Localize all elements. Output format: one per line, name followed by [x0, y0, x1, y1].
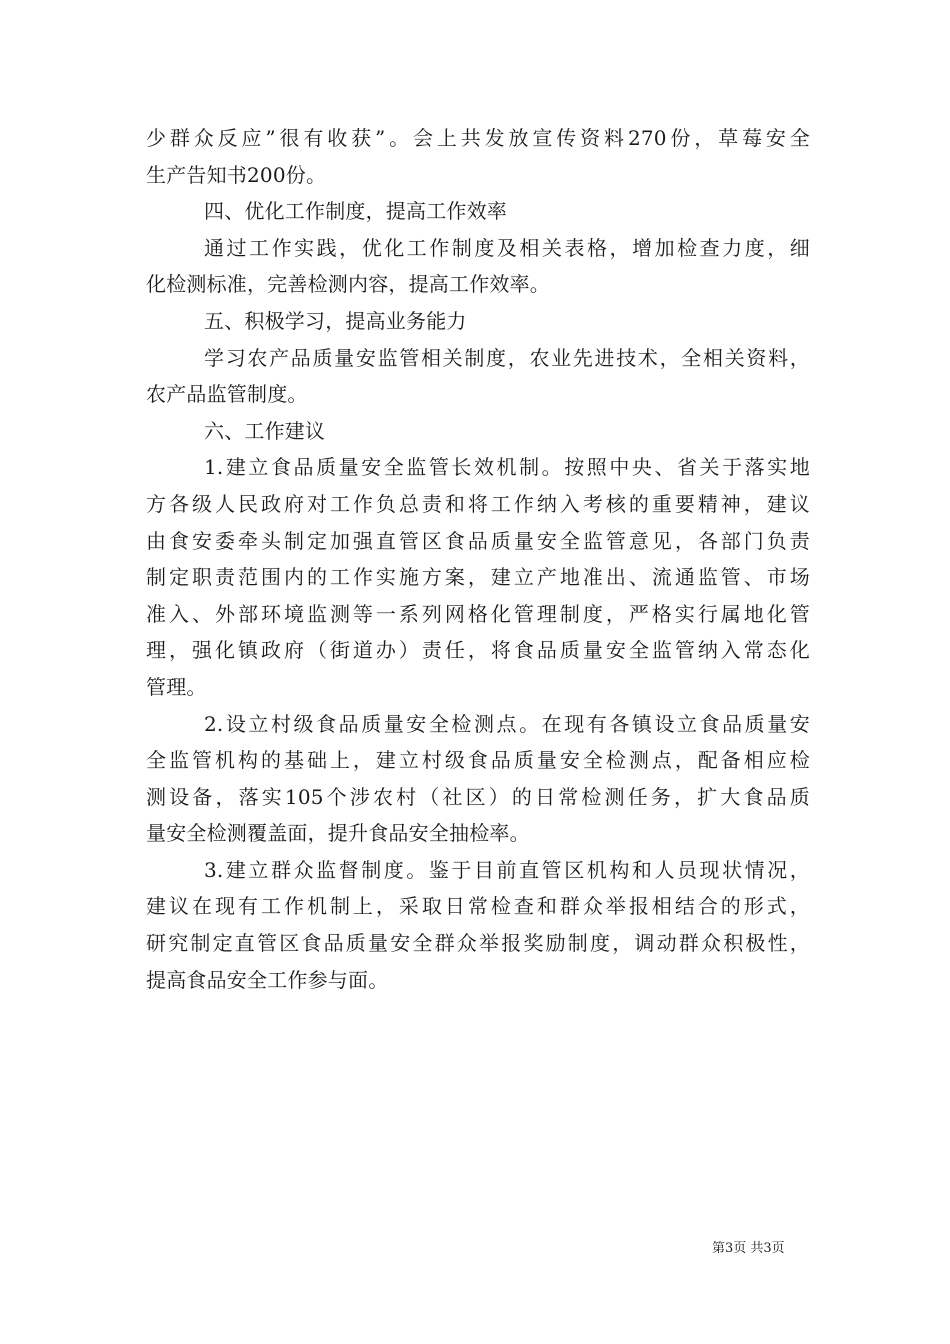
text-line: 管理。	[146, 674, 207, 699]
text-line: 量安全检测覆盖面，提升食品安全抽检率。	[146, 821, 530, 846]
text-line: 五、积极学习，提高业务能力	[204, 308, 467, 333]
text-line: 理，强化镇政府（街道办）责任，将食品质量安全监管纳入常态化	[146, 638, 810, 663]
text-line: 六、工作建议	[204, 418, 326, 443]
text-line: 生产告知书200份。	[146, 162, 327, 187]
text-line: 通过工作实践，优化工作制度及相关表格，增加检查力度，细	[204, 235, 810, 260]
text-line: 建议在现有工作机制上，采取日常检查和群众举报相结合的形式，	[146, 894, 810, 919]
text-line: 3.建立群众监督制度。鉴于目前直管区机构和人员现状情况，	[204, 857, 810, 882]
document-body	[146, 120, 810, 998]
text-line: 学习农产品质量安监管相关制度，农业先进技术，全相关资料，	[204, 345, 810, 370]
text-line: 2.设立村级食品质量安全检测点。在现有各镇设立食品质量安	[204, 711, 810, 736]
text-line: 少群众反应”很有收获”。会上共发放宣传资料270份，草莓安全	[146, 126, 810, 150]
page-number: 第3页 共3页	[712, 1241, 785, 1256]
text-line: 研究制定直管区食品质量安全群众举报奖励制度，调动群众积极性，	[146, 931, 810, 956]
text-line: 全监管机构的基础上，建立村级食品质量安全检测点，配备相应检	[146, 748, 810, 773]
text-line: 化检测标准，完善检测内容，提高工作效率。	[146, 272, 550, 297]
text-line: 农产品监管制度。	[146, 382, 308, 407]
text-line: 测设备，落实105个涉农村（社区）的日常检测任务，扩大食品质	[146, 784, 810, 809]
text-line: 制定职责范围内的工作实施方案，建立产地准出、流通监管、市场	[146, 565, 810, 590]
text-line: 提高食品安全工作参与面。	[146, 967, 389, 992]
text-line: 方各级人民政府对工作负总责和将工作纳入考核的重要精神，建议	[146, 491, 810, 516]
text-line: 由食安委牵头制定加强直管区食品质量安全监管意见，各部门负责	[146, 528, 810, 553]
text-line: 准入、外部环境监测等一系列网格化管理制度，严格实行属地化管	[146, 601, 810, 626]
text-line: 四、优化工作制度，提高工作效率	[204, 199, 507, 224]
text-line: 1.建立食品质量安全监管长效机制。按照中央、省关于落实地	[204, 455, 810, 480]
